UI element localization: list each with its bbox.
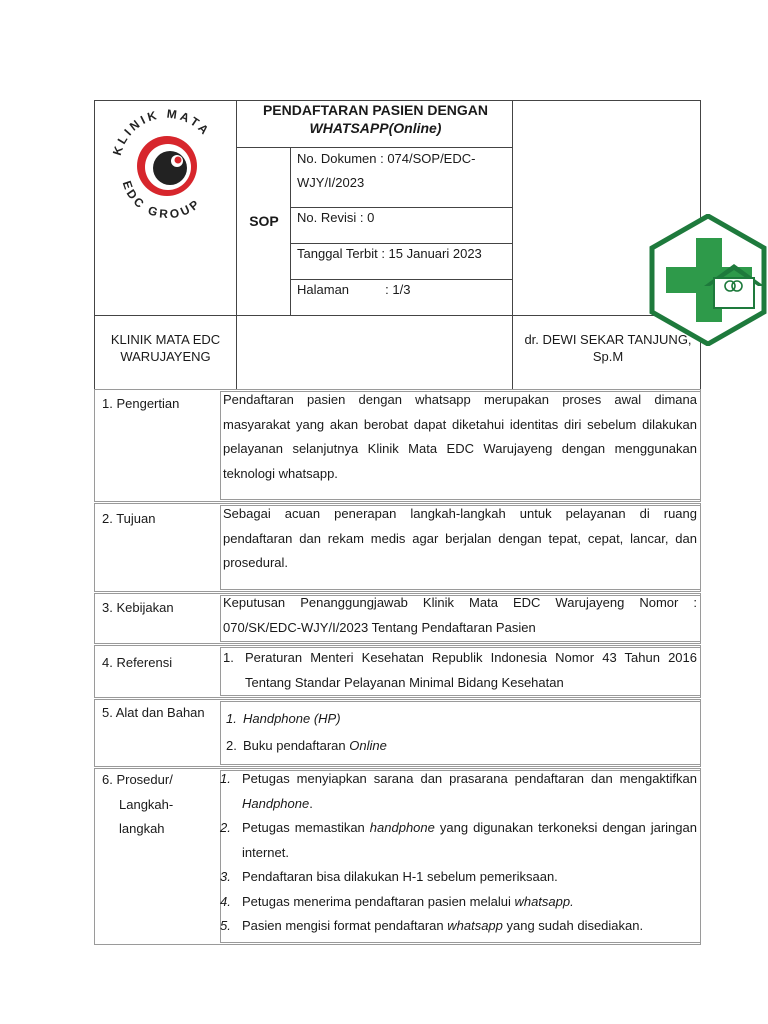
list-item: 1. Petugas menyiapkan sarana dan prasarana pendaftaran dan mengaktifkan Handphone. xyxy=(220,771,697,811)
list-item: 5. Pasien mengisi format pendaftaran whatsapp yang sudah disediakan. xyxy=(220,918,644,933)
section-text: Keputusan Penanggungjawab Klinik Mata EDC Warujayeng Nomor : 070/SK/EDC-WJY/I/2023 Tentang Pendaftaran Pasien xyxy=(223,595,697,635)
doctor-name: dr. DEWI SEKAR TANJUNG, Sp.M xyxy=(524,332,692,364)
list-item: 3. Pendaftaran bisa dilakukan H-1 sebelum pemeriksaan. xyxy=(220,869,558,884)
section-tujuan xyxy=(94,503,701,592)
revision-number: No. Revisi : 0 xyxy=(297,210,375,225)
doc-number: No. Dokumen : 074/SOP/EDC-WJY/I/2023 xyxy=(297,151,476,190)
sop-label: SOP xyxy=(249,213,279,229)
page-number: Halaman : 1/3 xyxy=(297,282,411,297)
section-label: 3. Kebijakan xyxy=(102,600,174,615)
list-item: 4. Petugas menerima pendaftaran pasien melalui whatsapp. xyxy=(220,893,574,909)
section-label: 1. Pengertian xyxy=(102,396,180,411)
section-prosedur xyxy=(94,768,701,945)
health-cross-logo-icon xyxy=(648,214,768,346)
section-alat-bahan xyxy=(94,699,701,767)
svg-text:KLINIK MATA: KLINIK MATA xyxy=(109,108,214,158)
list-item: 1. Handphone (HP) xyxy=(226,711,341,726)
section-text: Sebagai acuan penerapan langkah-langkah untuk pelayanan di ruang pendaftaran dan rekam medis agar berjalan dengan tepat, cepat, lancar, dan prosedural. xyxy=(223,506,697,570)
section-label: 4. Referensi xyxy=(102,655,173,670)
section-referensi xyxy=(94,645,701,698)
section-kebijakan xyxy=(94,593,701,644)
section-label: 6. Prosedur/ Langkah- langkah xyxy=(102,772,174,836)
svg-text:EDC GROUP: EDC GROUP xyxy=(119,178,204,220)
list-item: 1. Peraturan Menteri Kesehatan Republik Indonesia Nomor 43 Tahun 2016 Tentang Standar Pelayanan Minimal Bidang Kesehatan xyxy=(223,650,697,690)
list-item: 2. Petugas memastikan handphone yang digunakan terkoneksi dengan jaringan internet. xyxy=(220,820,697,860)
section-pengertian xyxy=(94,389,701,502)
title-line2: WHATSAPP(Online) xyxy=(309,120,442,136)
title-line1: PENDAFTARAN PASIEN DENGAN xyxy=(262,102,489,118)
section-text: Pendaftaran pasien dengan whatsapp merupakan proses awal dimana masyarakat yang akan berobat dapat diketahui identitas diri sebelum dilakukan pelayanan selanjutnya Klinik Mata EDC Warujayeng dengan menggunakan teknologi whatsapp. xyxy=(223,392,697,481)
issue-date: Tanggal Terbit : 15 Januari 2023 xyxy=(297,246,482,261)
section-label: 5. Alat dan Bahan xyxy=(102,705,205,720)
page-title xyxy=(237,101,514,137)
clinic-name: KLINIK MATA EDC WARUJAYENG xyxy=(110,332,221,364)
list-item: 2. Buku pendaftaran Online xyxy=(226,738,387,753)
section-label: 2. Tujuan xyxy=(102,511,156,526)
clinic-logo-icon xyxy=(104,108,230,220)
